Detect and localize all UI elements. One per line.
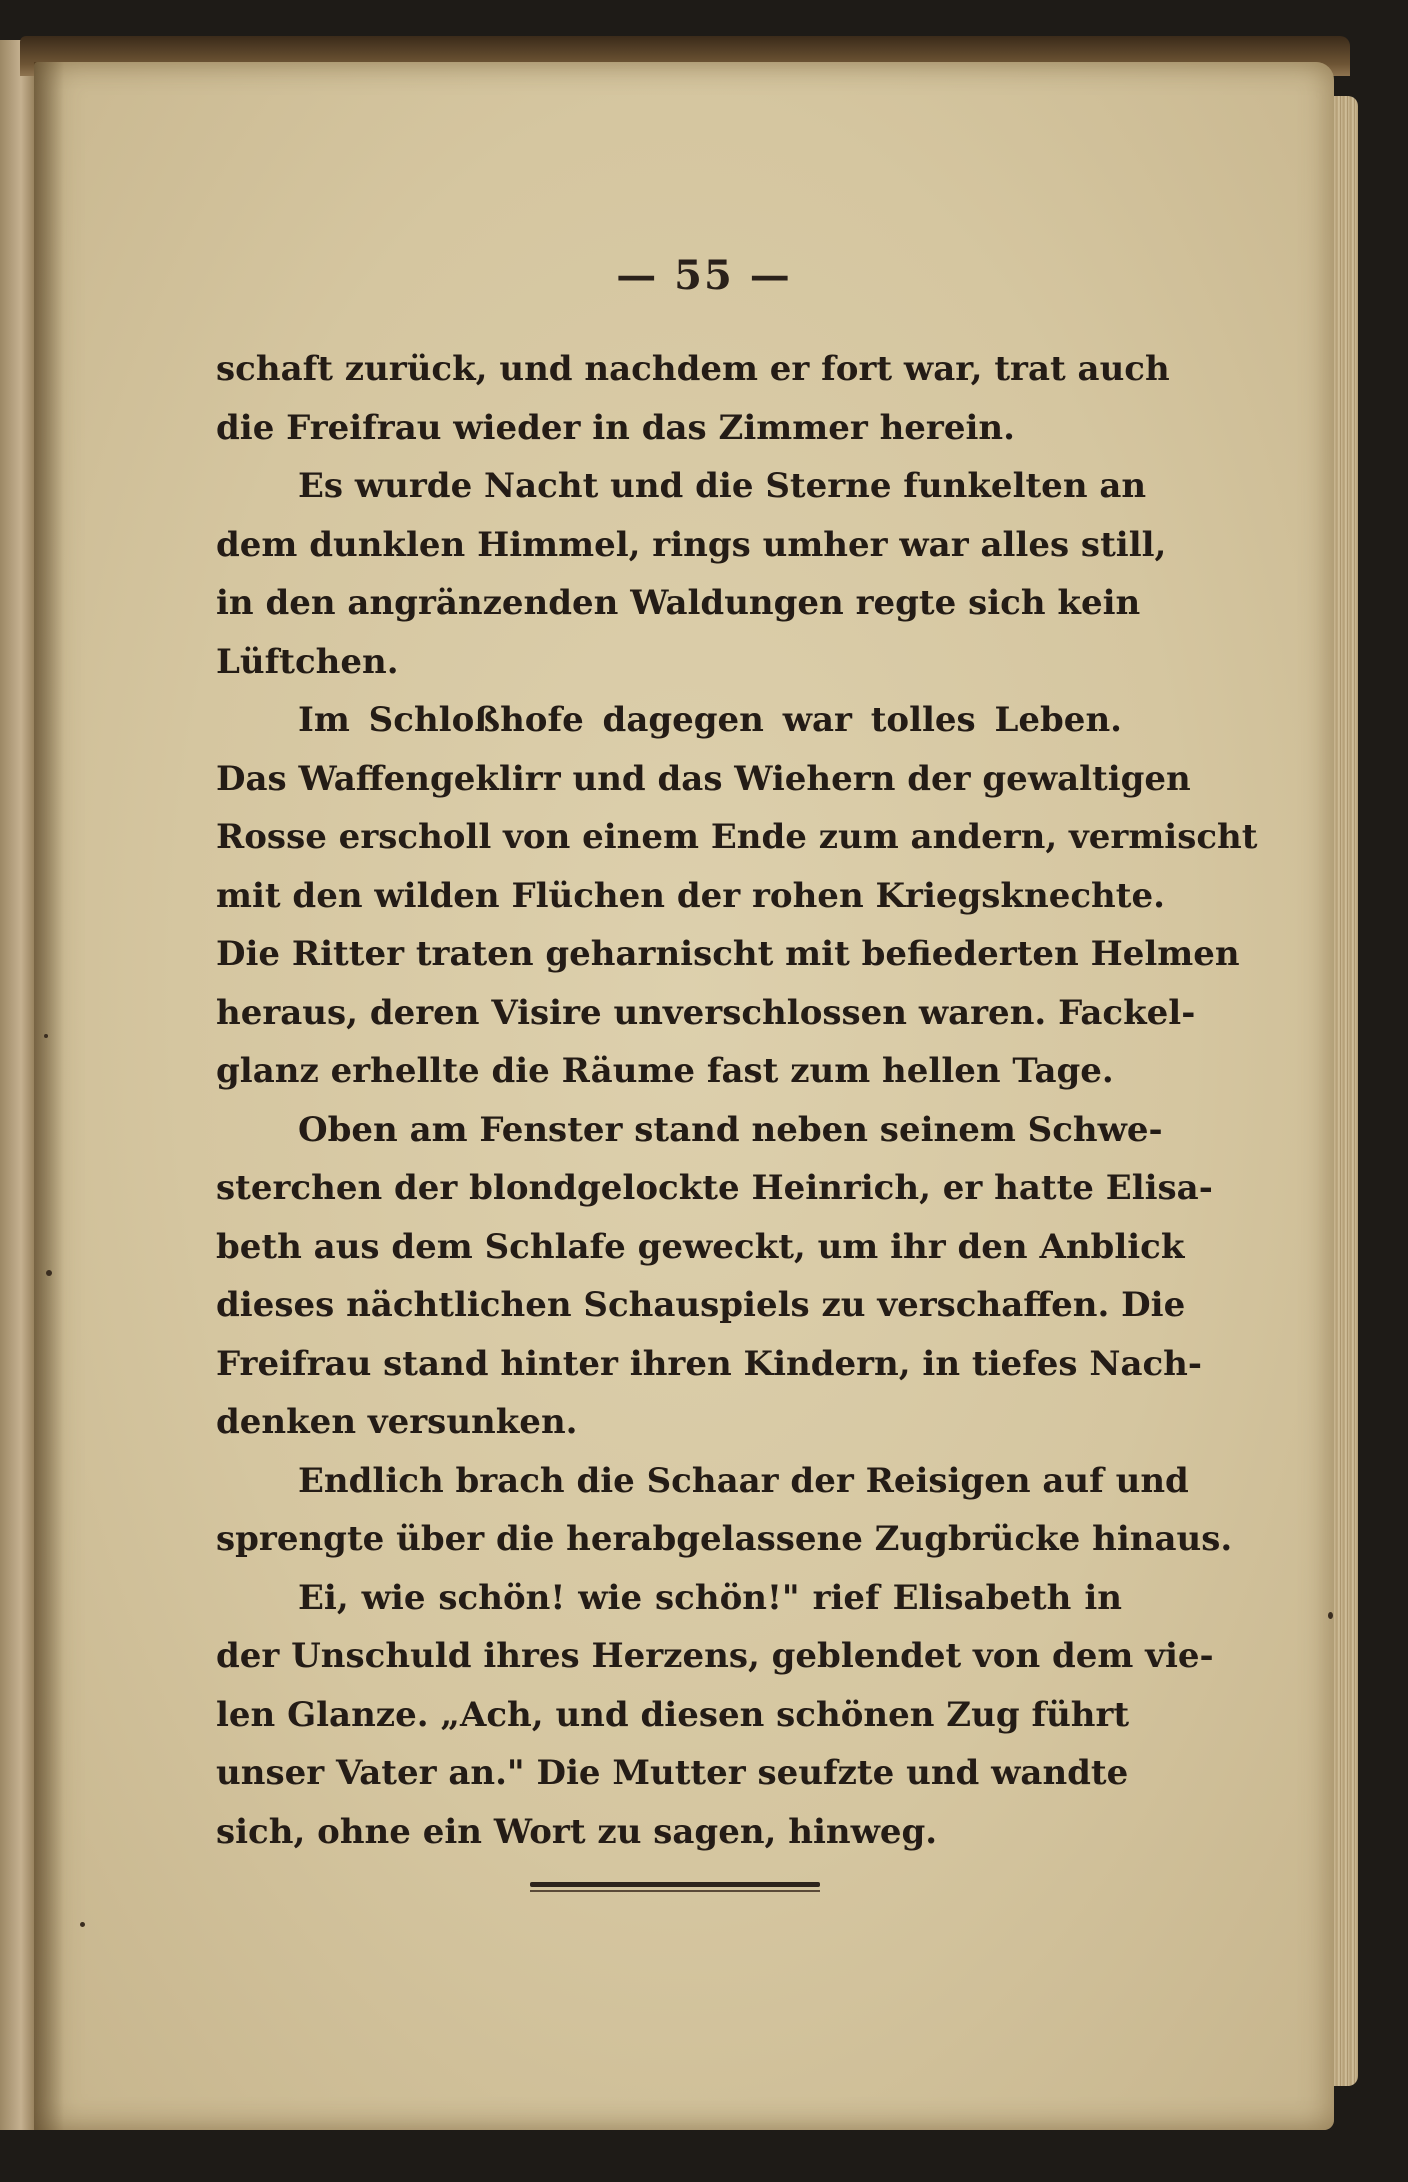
speck [46, 1270, 52, 1276]
text-line: Rosse erscholl von einem Ende zum andern, vermischt [216, 817, 1258, 857]
text-line: unser Vater an." Die Mutter seufzte und wandte [216, 1753, 1129, 1793]
text-line: glanz erhellte die Räume fast zum hellen Tage. [216, 1051, 1114, 1091]
text-line: dem dunklen Himmel, rings umher war alles still, [216, 524, 1167, 565]
text-line: schaft zurück, und nachdem er fort war, trat auch [216, 349, 1170, 389]
end-rule [530, 1882, 820, 1887]
text-line: dieses nächtlichen Schauspiels zu verschaffen. Die [216, 1285, 1186, 1325]
text-line: heraus, deren Visire unverschlossen waren. Fackel- [216, 992, 1196, 1033]
speck [1328, 1612, 1333, 1619]
text-line: in den angränzenden Waldungen regte sich kein [216, 583, 1141, 623]
text-line: len Glanze. „Ach, und diesen schönen Zug führt [216, 1694, 1130, 1735]
speck [80, 1922, 85, 1927]
text-line: Endlich brach die Schaar der Reisigen auf und [298, 1460, 1189, 1501]
text-line: sterchen der blondgelockte Heinrich, er hatte Elisa- [216, 1168, 1213, 1208]
text-line: die Freifrau wieder in das Zimmer herein. [216, 407, 1015, 448]
left-page-edge [0, 40, 38, 2130]
text-line: Im Schloßhofe dagegen war tolles Leben. [298, 700, 1122, 740]
text-line: Lüftchen. [216, 641, 399, 682]
text-line: der Unschuld ihres Herzens, geblendet von dem vie- [216, 1636, 1214, 1676]
gutter-shadow [34, 62, 64, 2130]
speck [44, 1034, 48, 1038]
page-number: — 55 — [616, 252, 792, 299]
text-line: beth aus dem Schlafe geweckt, um ihr den Anblick [216, 1226, 1185, 1267]
text-line: Das Waffengeklirr und das Wiehern der gewaltigen [216, 758, 1191, 799]
text-line: sich, ohne ein Wort zu sagen, hinweg. [216, 1811, 938, 1852]
text-line: sprengte über die herabgelassene Zugbrücke hinaus. [216, 1519, 1233, 1559]
text-line: Oben am Fenster stand neben seinem Schwe- [298, 1109, 1163, 1150]
text-line: Ei, wie schön! wie schön!" rief Elisabeth in [298, 1577, 1122, 1618]
page-block-edge [1334, 96, 1358, 2086]
body-text [216, 340, 1258, 1861]
text-line: Es wurde Nacht und die Sterne funkelten an [298, 466, 1147, 506]
text-line: Freifrau stand hinter ihren Kindern, in tiefes Nach- [216, 1343, 1203, 1384]
text-line: Die Ritter traten geharnischt mit befiederten Helmen [216, 934, 1240, 974]
text-line: denken versunken. [216, 1402, 578, 1442]
text-line: mit den wilden Flüchen der rohen Kriegsknechte. [216, 875, 1165, 916]
